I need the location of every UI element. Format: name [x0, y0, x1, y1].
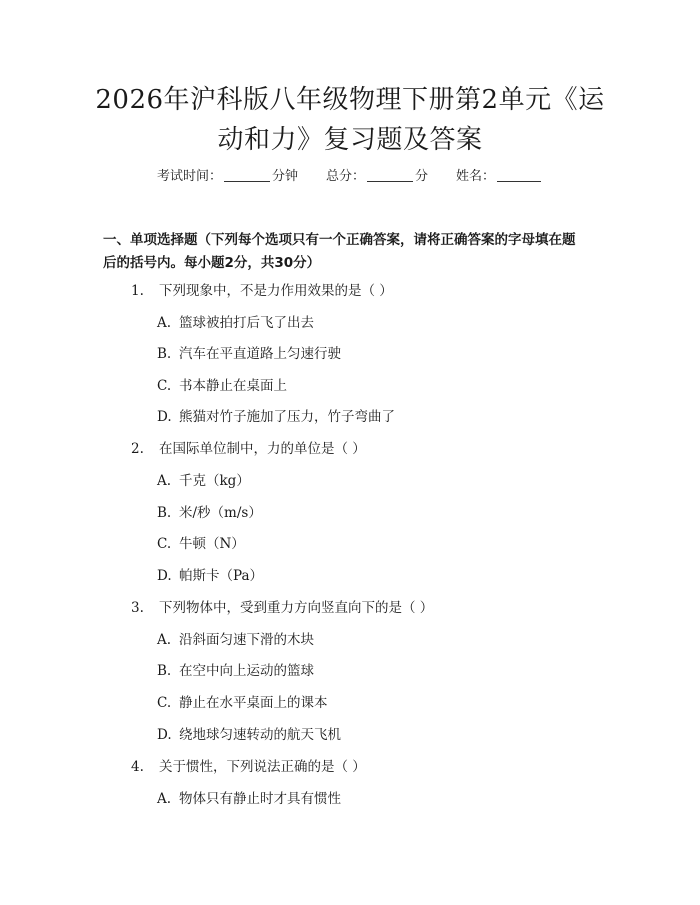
option-text: 牛顿（N） [179, 536, 245, 552]
name-blank [497, 168, 541, 182]
question-number: 1. [131, 283, 144, 299]
option-letter: C. [157, 378, 172, 394]
option-letter: B. [157, 346, 172, 362]
question-4 [131, 757, 366, 777]
question-text: 下列现象中，不是力作用效果的是（ ） [159, 283, 393, 299]
option-text: 熊猫对竹子施加了压力，竹子弯曲了 [179, 409, 395, 425]
option-text: 书本静止在桌面上 [179, 378, 287, 394]
name-label: 姓名： [456, 169, 496, 184]
question-3 [131, 598, 433, 618]
option-letter: C. [157, 536, 172, 552]
document-title-line-1: 2026年沪科版八年级物理下册第2单元《运 [95, 85, 605, 115]
score-blank [367, 168, 413, 182]
option-letter: D. [157, 568, 172, 584]
q2-option-d [157, 566, 263, 586]
option-text: 绕地球匀速转动的航天飞机 [179, 727, 341, 743]
exam-meta [0, 167, 700, 187]
option-text: 沿斜面匀速下滑的木块 [179, 632, 314, 648]
q2-option-b [157, 503, 262, 523]
document-title-line-2: 动和力》复习题及答案 [217, 125, 483, 155]
option-letter: C. [157, 695, 172, 711]
question-text: 下列物体中，受到重力方向竖直向下的是（ ） [159, 600, 434, 616]
q2-option-c [157, 534, 245, 554]
option-text: 米/秒（m/s） [179, 505, 262, 521]
time-blank [224, 168, 270, 182]
q3-option-a [157, 630, 314, 650]
option-text: 静止在水平桌面上的课本 [179, 695, 328, 711]
option-letter: D. [157, 727, 172, 743]
time-unit: 分钟 [271, 169, 298, 184]
question-2 [131, 439, 366, 459]
score-label: 总分： [325, 169, 365, 184]
option-letter: A. [157, 632, 172, 648]
section-heading-line-1: 一、单项选择题（下列每个选项只有一个正确答案，请将正确答案的字母填在题 [103, 232, 576, 248]
question-1 [131, 281, 393, 301]
option-letter: A. [157, 473, 172, 489]
q1-option-c [157, 376, 287, 396]
option-letter: A. [157, 315, 172, 331]
question-text: 在国际单位制中，力的单位是（ ） [159, 441, 366, 457]
q3-option-c [157, 693, 328, 713]
question-number: 4. [131, 759, 144, 775]
option-text: 篮球被拍打后飞了出去 [179, 315, 314, 331]
q2-option-a [157, 471, 250, 491]
score-unit: 分 [415, 169, 429, 184]
question-number: 2. [131, 441, 144, 457]
option-text: 物体只有静止时才具有惯性 [179, 791, 341, 807]
q1-option-a [157, 313, 314, 333]
option-letter: B. [157, 505, 172, 521]
option-letter: A. [157, 791, 172, 807]
option-text: 帕斯卡（Pa） [179, 568, 264, 584]
q3-option-d [157, 725, 341, 745]
option-letter: D. [157, 409, 172, 425]
option-text: 千克（kg） [179, 473, 250, 489]
section-heading-line-2: 后的括号内。每小题2分，共30分） [103, 255, 321, 271]
option-letter: B. [157, 663, 172, 679]
question-number: 3. [131, 600, 144, 616]
q3-option-b [157, 661, 314, 681]
option-text: 在空中向上运动的篮球 [179, 663, 314, 679]
q1-option-b [157, 344, 341, 364]
q4-option-a [157, 789, 341, 809]
time-label: 考试时间： [156, 169, 222, 184]
question-text: 关于惯性，下列说法正确的是（ ） [159, 759, 366, 775]
option-text: 汽车在平直道路上匀速行驶 [179, 346, 341, 362]
q1-option-d [157, 407, 395, 427]
